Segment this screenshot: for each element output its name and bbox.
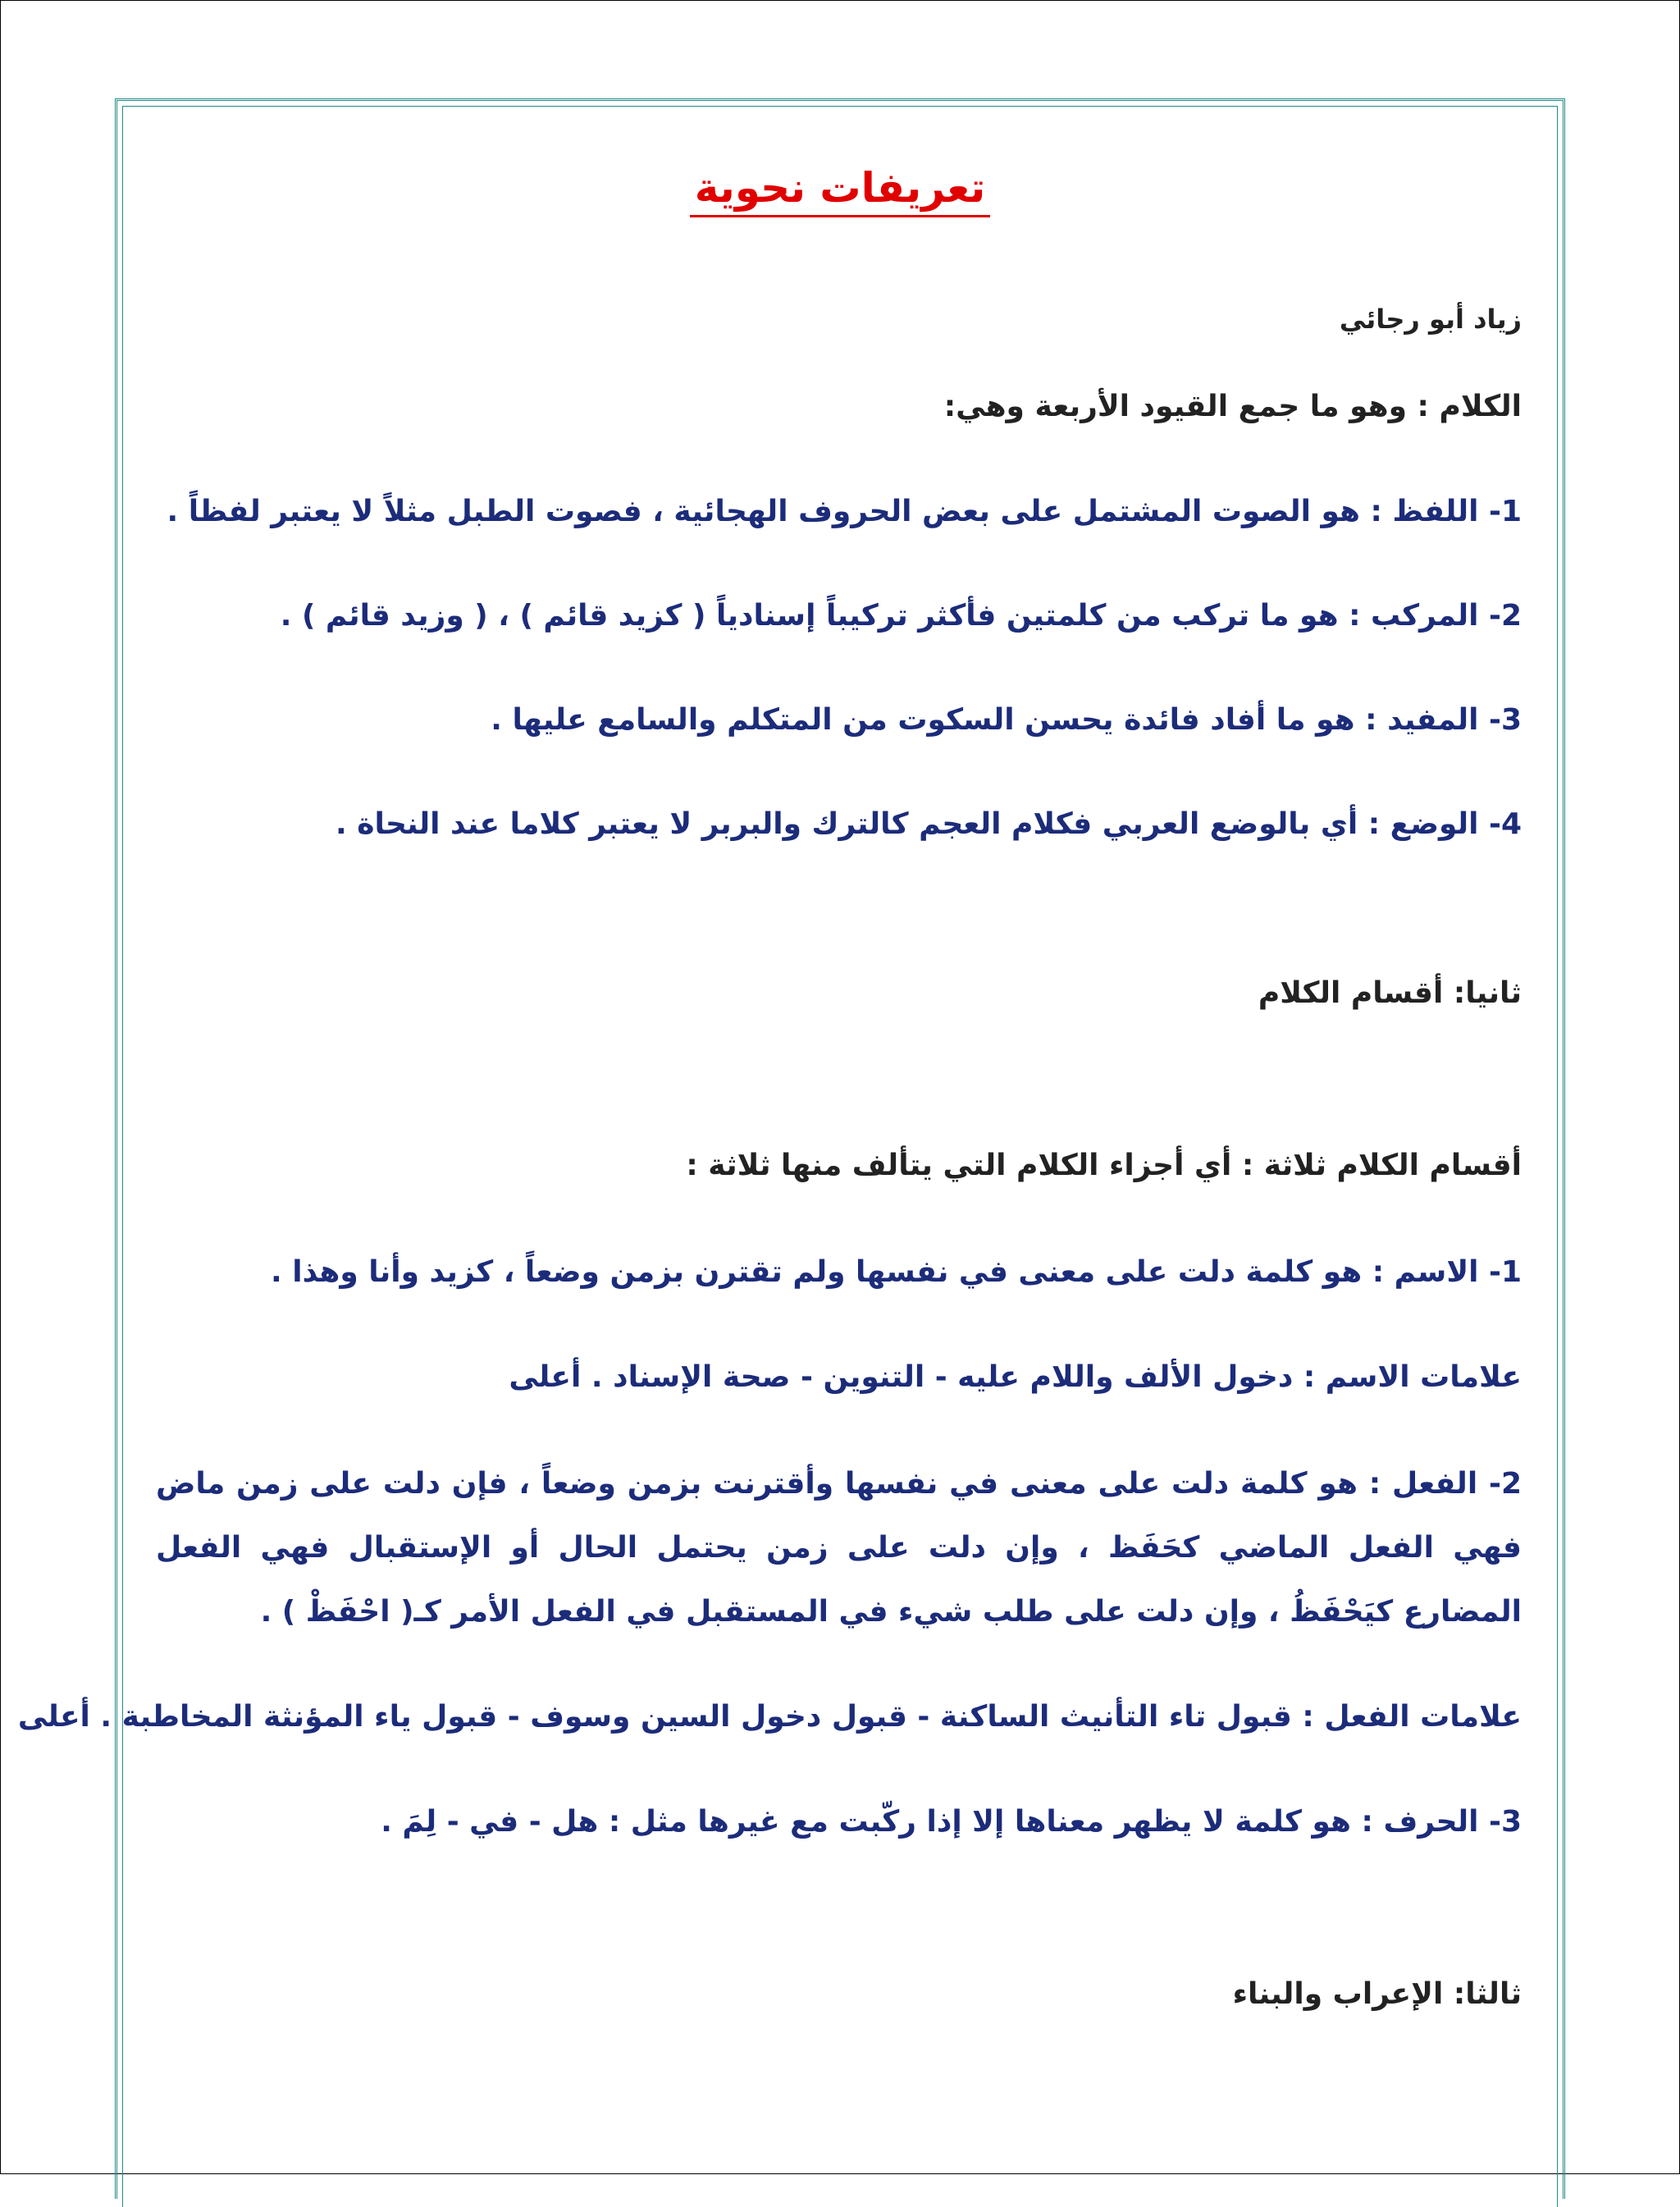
definition-item-2: 2- المركب : هو ما تركب من كلمتين فأكثر تركيباً إسنادياً ( كزيد قائم ) ، ( وزيد قائم ) .: [280, 599, 1522, 633]
definition-heading: الكلام : وهو ما جمع القيود الأربعة وهي:: [943, 390, 1522, 423]
definition-item-3: 3- المفيد : هو ما أفاد فائدة يحسن السكوت من المتكلم والسامع عليها .: [491, 703, 1522, 737]
particle-definition: 3- الحرف : هو كلمة لا يظهر معناها إلا إذا ركّبت مع غيرها مثل : هل - في - لِمَ .: [381, 1805, 1522, 1839]
definition-item-1: 1- اللفظ : هو الصوت المشتمل على بعض الحروف الهجائية ، فصوت الطبل مثلاً لا يعتبر لفظاً .: [167, 495, 1522, 528]
section-heading-3: ثالثا: الإعراب والبناء: [1232, 1977, 1522, 2011]
verb-signs: علامات الفعل : قبول تاء التأنيث الساكنة - قبول دخول السين وسوف - قبول ياء المؤنثة المخاطبة . أعلى: [17, 1700, 1522, 1734]
section-heading-2: ثانيا: أقسام الكلام: [1258, 976, 1522, 1010]
noun-definition: 1- الاسم : هو كلمة دلت على معنى في نفسها ولم تقترن بزمن وضعاً ، كزيد وأنا وهذا .: [271, 1255, 1522, 1289]
document-title: تعريفات نحوية: [0, 164, 1680, 212]
definition-item-4: 4- الوضع : أي بالوضع العربي فكلام العجم كالترك والبربر لا يعتبر كلاما عند النحاة .: [336, 807, 1522, 841]
verb-definition: 2- الفعل : هو كلمة دلت على معنى في نفسها وأقترنت بزمن وضعاً ، فإن دلت على زمن ماض فهي الفعل الماضي كحَفَظ ، وإن دلت على زمن يحتمل الحال أو الإستقبال فهي الفعل المضارع كيَحْفَظُ ، وإن دلت على طلب شيء في المستقبل في الفعل الأمر كـ( احْفَظْ ) .: [156, 1467, 1522, 1629]
noun-signs: علامات الاسم : دخول الألف واللام عليه - التنوين - صحة الإسناد . أعلى: [509, 1360, 1522, 1394]
section-intro: أقسام الكلام ثلاثة : أي أجزاء الكلام التي يتألف منها ثلاثة :: [686, 1149, 1522, 1182]
author-name: زياد أبو رجائي: [1339, 304, 1522, 335]
